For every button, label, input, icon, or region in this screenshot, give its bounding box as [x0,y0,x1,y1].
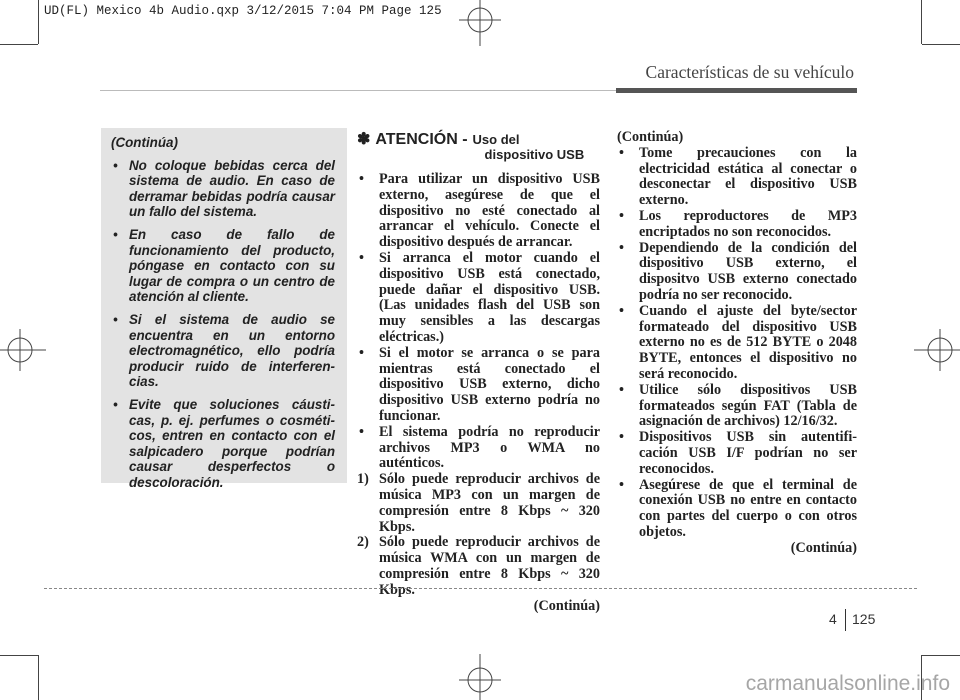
attention-heading [357,130,600,162]
bullet: • [619,144,624,161]
continuation-item [617,383,857,430]
continuation-item [617,146,857,209]
caution-item-text: Si el sistema de audio se encuentra en un entorno electromagnético, ello podría producir ruido de interferen-cias. [129,311,335,390]
bullet: • [619,476,624,493]
page-number: 125 [852,611,876,627]
caution-item-text: No coloque bebidas cerca del sistema de audio. En caso de derramar bebidas podría causar un fallo del sistema. [129,157,335,220]
caution-item-text: Evite que soluciones cáusti-cas, p. ej. perfumes o cosméti-cos, entren en contacto con el salpicadero porque podrían causar desperfectos o descoloración. [129,396,335,490]
attention-item-text: Para utilizar un dispositivo USB externo, asegúrese de que el dispositivo no esté conectado al arrancar el vehículo. Conecte el dispositivo después de arrancar. [379,171,600,251]
bullet: • [113,157,118,173]
caution-item [111,227,335,305]
header-rule [616,88,857,93]
bullet: • [619,381,624,398]
registration-mark-bottom [455,654,505,700]
attention-item-text: Si el motor se arranca o se para mientras está conectado el dispositivo USB externo, dicho dispositivo USB externo podría no funcionar. [379,344,600,424]
item-marker: 2) [357,534,369,551]
crop-mark-bottom-right-h [922,655,960,656]
continuation-item-text: Tome precauciones con la electricidad estática al conectar o desconectar el dispositivo USB externo. [639,144,857,209]
continuation-item [617,304,857,383]
attention-item [357,251,600,346]
caution-list [111,158,335,491]
bullet: • [619,302,624,319]
bullet: • [619,239,624,256]
header-rule-thin [100,90,616,91]
attention-item-text: Si arranca el motor cuando el dispositivo USB está conectado, puede dañar el dispositivo USB. (Las unidades flash del USB son muy sensibles a las descargas eléctricas.) [379,249,600,345]
section-title: Características de su vehículo [645,62,854,82]
crop-mark-top-right-v [921,0,922,44]
attention-subtitle-line2: dispositivo USB [484,147,585,162]
item-marker: 1) [357,471,369,488]
registration-mark-top [455,0,505,46]
attention-asterisk-icon: ✽ [357,131,371,148]
caution-item-text: En caso de fallo de funcionamiento del producto, póngase en contacto con su lugar de compra o un centro de atención al cliente. [129,226,335,305]
caution-item [111,312,335,390]
continuation-item-text: Dependiendo de la condición del dispositivo USB externo, el dispositvo USB externo conectado podría no ser reconocido. [639,239,857,303]
continuation-item [617,478,857,541]
continuation-item-text: Los reproductores de MP3 encriptados no son reconocidos. [639,207,857,240]
column2-continues-label: (Continúa) [533,597,600,614]
bullet: • [619,207,624,224]
print-slug: UD(FL) Mexico 4b Audio.qxp 3/12/2015 7:04 PM Page 125 [44,4,442,18]
crop-mark-top-left-h [0,44,38,45]
item-marker: • [359,344,364,361]
attention-subtitle [473,130,585,162]
attention-word: ATENCIÓN - [375,131,468,148]
continuation-item-text: Utilice sólo dispositivos USB formateados según FAT (Tabla de asignación de archivos) 12/16/32. [639,381,857,430]
continuation-item [617,241,857,304]
attention-subtitle-line1: Uso del [472,132,520,147]
section-number: 4 [829,611,837,627]
continuation-item [617,430,857,477]
caution-item [111,158,335,220]
continuation-item-text: Cuando el ajuste del byte/sector formateado del dispositivo USB externo no es de 512 BYTE o 2048 BYTE, entonces el dispositivo no será reconocido. [639,302,857,382]
bullet: • [113,311,118,327]
crop-mark-bottom-left-v [38,655,39,700]
attention-item [357,425,600,472]
footer-dashed-rule [44,588,917,589]
continuation-list [617,146,857,541]
caution-continues-label: (Continúa) [111,135,178,150]
bullet: • [113,226,118,242]
crop-mark-top-right-h [922,44,960,45]
continuation-item-text: Asegúrese de que el terminal de conexión USB no entre en contacto con partes del cuerpo o con otros objetos. [639,476,857,540]
item-marker: • [359,171,364,187]
attention-item [357,346,600,425]
caution-item [111,397,335,491]
attention-item-text: Sólo puede reproducir archivos de música WMA con un margen de compresión entre 8 Kbps ~ 320 Kbps. [379,534,600,598]
continuation-item-text: Dispositivos USB sin autentifi-cación USB I/F podrían no ser reconocidos. [639,429,857,477]
attention-item-text: El sistema podría no reproducir archivos MP3 o WMA no auténticos. [379,423,600,472]
column3-continues-label: (Continúa) [790,539,857,556]
attention-item-numbered [357,535,600,598]
attention-item-numbered [357,472,600,535]
watermark: carmanualsonline.info [745,672,950,695]
caution-box [101,128,347,490]
attention-item [357,172,600,251]
crop-mark-bottom-left-h [0,655,38,656]
crop-mark-top-left-v [38,0,39,44]
continuation-item [617,209,857,241]
page-number-divider [845,609,846,631]
item-marker: • [359,249,364,266]
column3-continued-label: (Continúa) [617,129,684,145]
attention-column [357,130,600,614]
attention-list [357,172,600,599]
bullet: • [113,396,118,412]
continuation-column [617,130,857,557]
registration-mark-right [914,325,960,375]
attention-item-text: Sólo puede reproducir archivos de música MP3 con un margen de compresión entre 8 Kbps ~ 320 Kbps. [379,471,600,535]
bullet: • [619,429,624,446]
registration-mark-left [0,325,46,375]
item-marker: • [359,423,364,440]
